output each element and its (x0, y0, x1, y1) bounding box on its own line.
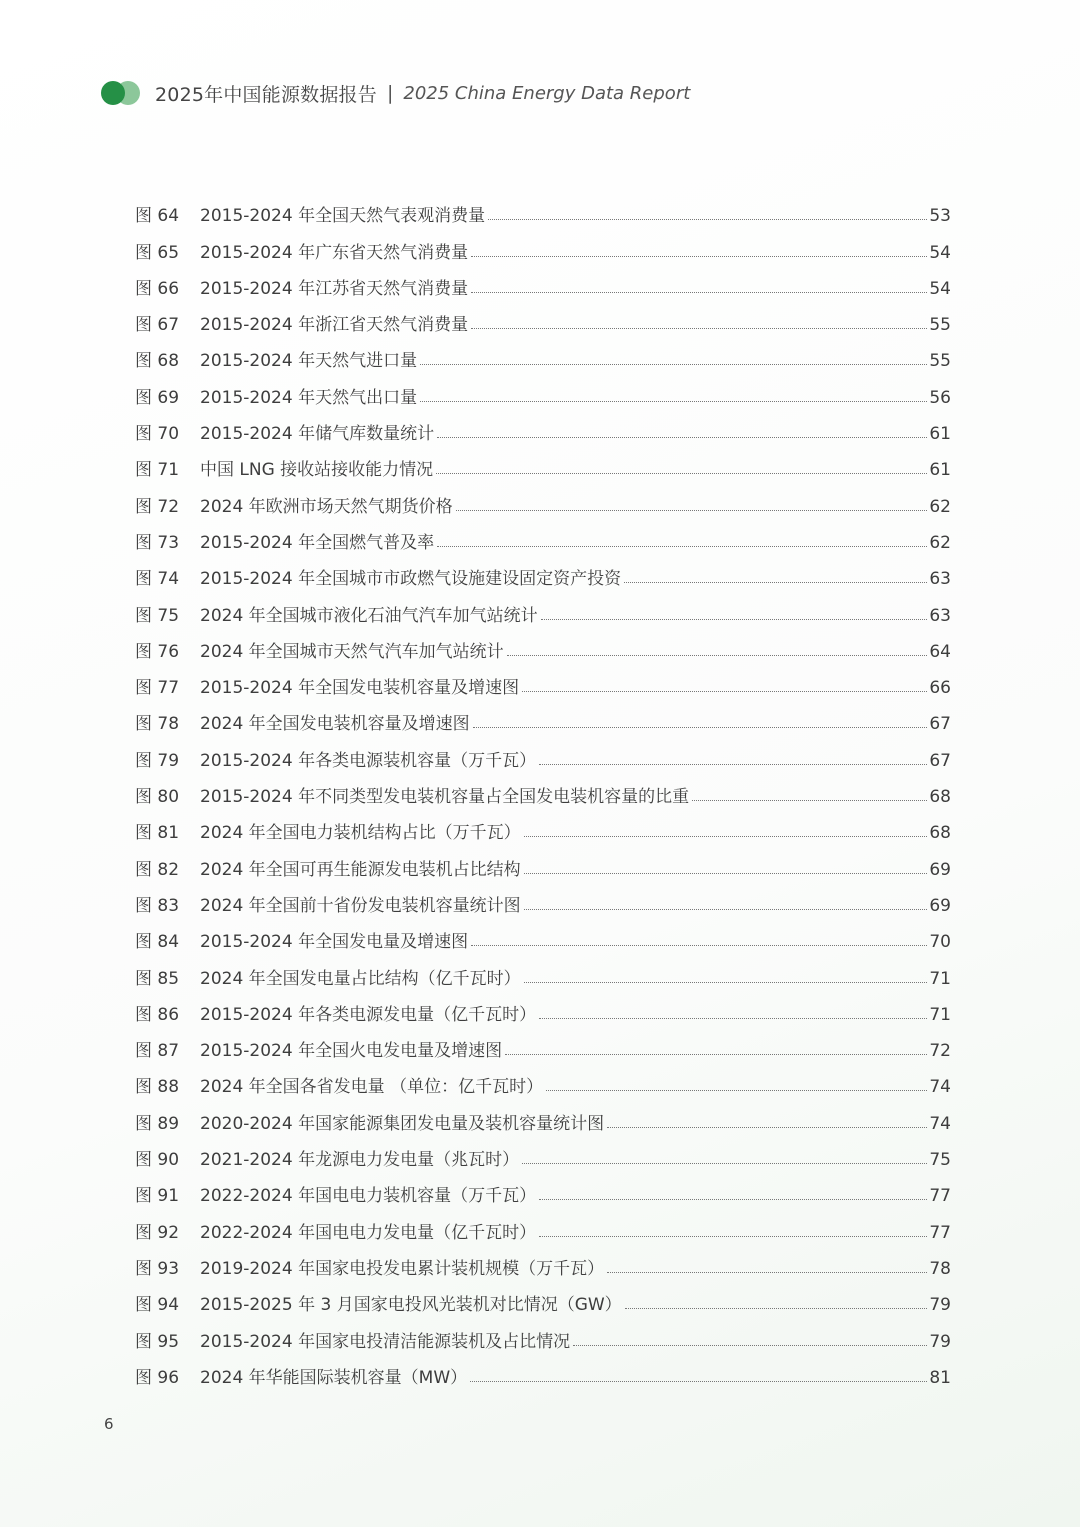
figure-label: 图 67 (135, 315, 180, 336)
figure-label: 图 79 (135, 750, 180, 771)
toc-entry[interactable] (135, 1170, 951, 1206)
toc-entry[interactable] (135, 589, 951, 625)
figure-title: 2015-2024 年浙江省天然气消费量 (200, 315, 469, 336)
figure-label: 图 70 (135, 424, 180, 445)
figure-label: 图 90 (135, 1150, 180, 1171)
dot-leader (436, 473, 927, 474)
page-ref: 68 (929, 787, 951, 808)
toc-entry[interactable] (135, 371, 951, 407)
toc-entry[interactable] (135, 952, 951, 988)
dot-leader (524, 982, 928, 983)
page-ref: 62 (929, 532, 951, 553)
page-ref: 62 (929, 496, 951, 517)
dot-leader (692, 800, 927, 801)
dot-leader (625, 1308, 928, 1309)
figure-label: 图 87 (135, 1041, 180, 1062)
dot-leader (507, 655, 928, 656)
page-ref: 54 (929, 278, 951, 299)
figure-label: 图 91 (135, 1186, 180, 1207)
figure-title: 2015-2024 年全国发电装机容量及增速图 (200, 678, 520, 699)
page-ref: 53 (929, 206, 951, 227)
figure-label: 图 86 (135, 1004, 180, 1025)
figure-label: 图 77 (135, 678, 180, 699)
figure-title: 2015-2024 年江苏省天然气消费量 (200, 278, 469, 299)
dot-leader (546, 1090, 927, 1091)
figure-title: 2015-2024 年储气库数量统计 (200, 424, 435, 445)
toc-entry[interactable] (135, 299, 951, 335)
figure-label: 图 83 (135, 895, 180, 916)
toc-entry[interactable] (135, 408, 951, 444)
toc-entry[interactable] (135, 517, 951, 553)
toc-entry[interactable] (135, 807, 951, 843)
dot-leader (524, 909, 928, 910)
dot-leader (505, 1054, 927, 1055)
dot-leader (541, 619, 928, 620)
table-of-figures (135, 190, 951, 1388)
toc-entry[interactable] (135, 1315, 951, 1351)
page-ref: 56 (929, 387, 951, 408)
figure-label: 图 81 (135, 823, 180, 844)
toc-entry[interactable] (135, 1097, 951, 1133)
figure-title: 2015-2024 年广东省天然气消费量 (200, 242, 469, 263)
page-ref: 55 (929, 351, 951, 372)
page-ref: 71 (929, 1004, 951, 1025)
toc-entry[interactable] (135, 1025, 951, 1061)
header-title-cn: 2025年中国能源数据报告 (155, 83, 377, 106)
toc-entry[interactable] (135, 989, 951, 1025)
dot-leader (607, 1127, 927, 1128)
figure-label: 图 84 (135, 932, 180, 953)
figure-title: 2015-2024 年天然气进口量 (200, 351, 418, 372)
page-ref: 66 (929, 678, 951, 699)
toc-entry[interactable] (135, 734, 951, 770)
figure-title: 2024 年欧洲市场天然气期货价格 (200, 496, 453, 517)
figure-label: 图 96 (135, 1367, 180, 1388)
toc-entry[interactable] (135, 263, 951, 299)
dot-leader (471, 328, 927, 329)
dot-leader (539, 764, 927, 765)
figure-label: 图 74 (135, 569, 180, 590)
page-ref: 74 (929, 1077, 951, 1098)
header-separator: | (386, 82, 394, 104)
figure-label: 图 78 (135, 714, 180, 735)
toc-entry[interactable] (135, 916, 951, 952)
page-ref: 63 (929, 569, 951, 590)
figure-label: 图 64 (135, 206, 180, 227)
dot-leader (607, 1272, 927, 1273)
page-ref: 68 (929, 823, 951, 844)
toc-entry[interactable] (135, 771, 951, 807)
toc-entry[interactable] (135, 1243, 951, 1279)
figure-title: 2024 年全国发电量占比结构（亿千瓦时） (200, 968, 521, 989)
dot-leader (420, 364, 927, 365)
figure-label: 图 94 (135, 1295, 180, 1316)
page-ref: 79 (929, 1331, 951, 1352)
page-ref: 64 (929, 641, 951, 662)
figure-title: 2019-2024 年国家电投发电累计装机规模（万千瓦） (200, 1258, 605, 1279)
page-ref: 67 (929, 750, 951, 771)
page-ref: 55 (929, 315, 951, 336)
toc-entry[interactable] (135, 553, 951, 589)
page-ref: 61 (929, 460, 951, 481)
figure-label: 图 93 (135, 1258, 180, 1279)
toc-entry[interactable] (135, 698, 951, 734)
figure-label: 图 85 (135, 968, 180, 989)
toc-entry[interactable] (135, 1279, 951, 1315)
figure-title: 2015-2024 年全国城市市政燃气设施建设固定资产投资 (200, 569, 622, 590)
report-header (101, 80, 690, 106)
page-ref: 78 (929, 1258, 951, 1279)
logo-circles-icon (101, 80, 141, 106)
figure-title: 2015-2024 年各类电源装机容量（万千瓦） (200, 750, 537, 771)
figure-label: 图 82 (135, 859, 180, 880)
dot-leader (522, 1163, 927, 1164)
figure-title: 2015-2024 年全国火电发电量及增速图 (200, 1041, 503, 1062)
dot-leader (522, 691, 927, 692)
figure-label: 图 71 (135, 460, 180, 481)
figure-title: 2024 年华能国际装机容量（MW） (200, 1367, 468, 1388)
figure-title: 2024 年全国可再生能源发电装机占比结构 (200, 859, 521, 880)
toc-entry[interactable] (135, 480, 951, 516)
page-ref: 69 (929, 895, 951, 916)
figure-label: 图 95 (135, 1331, 180, 1352)
toc-entry[interactable] (135, 1061, 951, 1097)
figure-label: 图 66 (135, 278, 180, 299)
figure-label: 图 89 (135, 1113, 180, 1134)
toc-entry[interactable] (135, 1206, 951, 1242)
figure-title: 2015-2024 年各类电源发电量（亿千瓦时） (200, 1004, 537, 1025)
toc-entry[interactable] (135, 226, 951, 262)
figure-title: 2022-2024 年国电电力发电量（亿千瓦时） (200, 1222, 537, 1243)
dot-leader (539, 1236, 927, 1237)
figure-label: 图 73 (135, 532, 180, 553)
page-ref: 75 (929, 1150, 951, 1171)
page-ref: 74 (929, 1113, 951, 1134)
toc-entry[interactable] (135, 662, 951, 698)
dot-leader (524, 836, 928, 837)
toc-entry[interactable] (135, 626, 951, 662)
dot-leader (437, 437, 927, 438)
figure-title: 2020-2024 年国家能源集团发电量及装机容量统计图 (200, 1113, 605, 1134)
figure-title: 2015-2024 年不同类型发电装机容量占全国发电装机容量的比重 (200, 787, 690, 808)
toc-entry[interactable] (135, 190, 951, 226)
dot-leader (470, 1381, 927, 1382)
page-ref: 63 (929, 605, 951, 626)
page-ref: 61 (929, 424, 951, 445)
figure-label: 图 69 (135, 387, 180, 408)
header-title-en: 2025 China Energy Data Report (403, 82, 691, 104)
figure-title: 2015-2024 年全国燃气普及率 (200, 532, 435, 553)
dot-leader (488, 219, 927, 220)
page-ref: 77 (929, 1222, 951, 1243)
figure-title: 2024 年全国各省发电量 （单位：亿千瓦时） (200, 1077, 544, 1098)
figure-title: 2024 年全国城市天然气汽车加气站统计 (200, 641, 504, 662)
page-number: 6 (104, 1415, 114, 1433)
figure-title: 2024 年全国发电装机容量及增速图 (200, 714, 470, 735)
figure-title: 2015-2024 年全国发电量及增速图 (200, 932, 469, 953)
toc-entry[interactable] (135, 1134, 951, 1170)
figure-label: 图 65 (135, 242, 180, 263)
figure-label: 图 76 (135, 641, 180, 662)
figure-title: 2015-2024 年国家电投清洁能源装机及占比情况 (200, 1331, 571, 1352)
figure-title: 中国 LNG 接收站接收能力情况 (200, 460, 434, 481)
figure-title: 2024 年全国前十省份发电装机容量统计图 (200, 895, 521, 916)
page-ref: 81 (929, 1367, 951, 1388)
page-ref: 79 (929, 1295, 951, 1316)
toc-entry[interactable] (135, 444, 951, 480)
figure-label: 图 92 (135, 1222, 180, 1243)
dot-leader (539, 1199, 927, 1200)
figure-label: 图 75 (135, 605, 180, 626)
figure-label: 图 68 (135, 351, 180, 372)
dot-leader (539, 1018, 927, 1019)
page-ref: 72 (929, 1041, 951, 1062)
dot-leader (471, 945, 927, 946)
figure-label: 图 80 (135, 787, 180, 808)
page-ref: 71 (929, 968, 951, 989)
toc-entry[interactable] (135, 335, 951, 371)
dot-leader (624, 582, 927, 583)
toc-entry[interactable] (135, 1352, 951, 1388)
dot-leader (473, 727, 928, 728)
figure-title: 2015-2024 年天然气出口量 (200, 387, 418, 408)
dot-leader (524, 873, 928, 874)
page-ref: 67 (929, 714, 951, 735)
dot-leader (471, 256, 927, 257)
figure-title: 2015-2024 年全国天然气表观消费量 (200, 206, 486, 227)
figure-title: 2022-2024 年国电电力装机容量（万千瓦） (200, 1186, 537, 1207)
figure-label: 图 88 (135, 1077, 180, 1098)
page-ref: 70 (929, 932, 951, 953)
dot-leader (573, 1345, 927, 1346)
page-ref: 69 (929, 859, 951, 880)
toc-entry[interactable] (135, 880, 951, 916)
dot-leader (420, 401, 927, 402)
toc-entry[interactable] (135, 843, 951, 879)
figure-title: 2024 年全国电力装机结构占比（万千瓦） (200, 823, 521, 844)
dot-leader (456, 510, 928, 511)
dot-leader (471, 292, 927, 293)
dot-leader (437, 546, 927, 547)
page-ref: 77 (929, 1186, 951, 1207)
figure-title: 2024 年全国城市液化石油气汽车加气站统计 (200, 605, 538, 626)
page-ref: 54 (929, 242, 951, 263)
figure-title: 2021-2024 年龙源电力发电量（兆瓦时） (200, 1150, 520, 1171)
figure-title: 2015-2025 年 3 月国家电投风光装机对比情况（GW） (200, 1295, 622, 1316)
figure-label: 图 72 (135, 496, 180, 517)
